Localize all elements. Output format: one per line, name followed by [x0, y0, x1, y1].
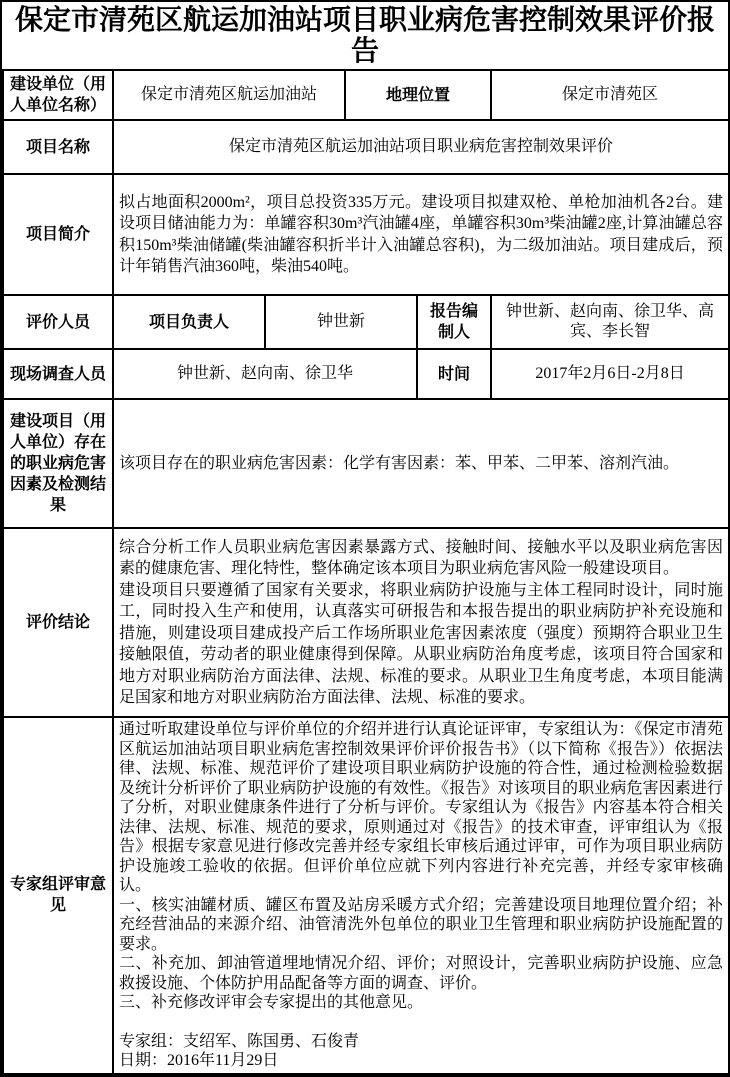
review-item-1: 一、核实油罐材质、罐区布置及站房采暖方式介绍；完善建设项目地理位置介绍；补充经营油品的来源介绍、油管清洗外包单位的职业卫生管理和职业病防护设施配置的要求。 — [119, 896, 724, 953]
conclusion-paragraph-2: 建设项目只要遵循了国家有关要求，将职业病防护设施与主体工程同时设计，同时施工，同时投入生产和使用，认真落实可研报告和本报告提出的职业病防护补充设施和措施，则建设项目建成投产后工作场所职业危害因素浓度（强度）预期符合职业卫生接触限值，劳动者的职业健康得到保障。从职业病防治角度考虑，该项目符合国家和地方对职业病防治方面法律、法规、标准的要求。从职业卫生角度考虑，本项目能满足国家和地方对职业病防治方面法律、法规、标准的要求。 — [119, 581, 724, 706]
project-leader-value: 钟世新 — [265, 295, 417, 349]
row-expert-review-opinion — [3, 717, 729, 1074]
report-table — [2, 69, 730, 1075]
row-hazard-factors — [3, 399, 729, 528]
site-survey-staff-label: 现场调查人员 — [3, 349, 113, 399]
time-label: 时间 — [417, 349, 491, 399]
row-project-summary — [3, 174, 729, 295]
evaluation-conclusion-value — [113, 528, 729, 717]
project-leader-label: 项目负责人 — [113, 295, 265, 349]
report-compilers-label: 报告编制人 — [417, 295, 491, 349]
report-title: 保定市清苑区航运加油站项目职业病危害控制效果评价报告 — [14, 5, 715, 67]
hazard-factors-label: 建设项目（用人单位）存在的职业病危害因素及检测结果 — [3, 399, 113, 528]
geographic-location-label: 地理位置 — [345, 70, 491, 120]
site-survey-staff-value: 钟世新、赵向南、徐卫华 — [113, 349, 417, 399]
geographic-location-value: 保定市清苑区 — [491, 70, 729, 120]
expert-review-opinion-value — [113, 717, 729, 1074]
row-evaluation-staff — [3, 295, 729, 349]
project-summary-value: 拟占地面积2000m²，项目总投资335万元。建设项目拟建双枪、单枪加油机各2台。建设项目储油能力为：单罐容积30m³汽油罐4座，单罐容积30m³柴油罐2座,计算油罐总容积150m³柴油储罐(柴油罐容积折半计入油罐总容积)，为二级加油站。项目建成后，预计年销售汽油360吨，柴油540吨。 — [113, 174, 729, 295]
expert-review-opinion-label: 专家组评审意见 — [3, 717, 113, 1074]
hazard-factors-value: 该项目存在的职业病危害因素：化学有害因素：苯、甲苯、二甲苯、溶剂汽油。 — [113, 399, 729, 528]
row-construction-unit — [3, 70, 729, 120]
review-item-2: 二、补充加、卸油管道埋地情况介绍、评价；对照设计，完善职业病防护设施、应急救援设施、个体防护用品配备等方面的调查、评价。 — [119, 955, 724, 992]
project-name-label: 项目名称 — [3, 120, 113, 174]
conclusion-paragraph-1: 综合分析工作人员职业病危害因素暴露方式、接触时间、接触水平以及职业病危害因素的健康危害、理化特性，整体确定该本项目为职业病危害风险一般建设项目。 — [119, 538, 724, 577]
row-evaluation-conclusion — [3, 528, 729, 717]
construction-unit-label: 建设单位（用人单位名称） — [3, 70, 113, 120]
evaluation-staff-label: 评价人员 — [3, 295, 113, 349]
time-value: 2017年2月6日-2月8日 — [491, 349, 729, 399]
row-project-name — [3, 120, 729, 174]
review-item-3: 三、补充修改评审会专家提出的其他意见。 — [119, 994, 424, 1011]
row-site-survey-staff — [3, 349, 729, 399]
review-date: 日期：2016年11月29日 — [119, 1052, 279, 1069]
report-compilers-value: 钟世新、赵向南、徐卫华、高宾、李长智 — [491, 295, 729, 349]
expert-group-signature: 专家组：支绍军、陈国勇、石俊青 — [119, 1032, 360, 1050]
evaluation-conclusion-label: 评价结论 — [3, 528, 113, 717]
project-name-value: 保定市清苑区航运加油站项目职业病危害控制效果评价 — [113, 120, 729, 174]
project-summary-label: 项目简介 — [3, 174, 113, 295]
construction-unit-value: 保定市清苑区航运加油站 — [113, 70, 345, 120]
review-paragraph-1: 通过听取建设单位与评价单位的介绍并进行认真论证评审，专家组认为：《保定市清苑区航运加油站项目职业病危害控制效果评价评价报告书》（以下简称《报告》）依据法律、法规、标准、规范评价了建设项目职业病防护设施的符合性，通过检测检验数据及统计分析评价了职业病防护设施的有效性。《报告》对该项目的职业病危害因素进行了分析，对职业健康条件进行了分析与评价。专家组认为《报告》内容基本符合相关法律、法规、标准、规范的要求，原则通过对《报告》的技术审查，评审组认为《报告》根据专家意见进行修改完善并经专家组长审核后通过评审，可作为项目职业病防护设施竣工验收的依据。但评价单位应就下列内容进行补充完善，并经专家审核确认。 — [119, 721, 724, 894]
